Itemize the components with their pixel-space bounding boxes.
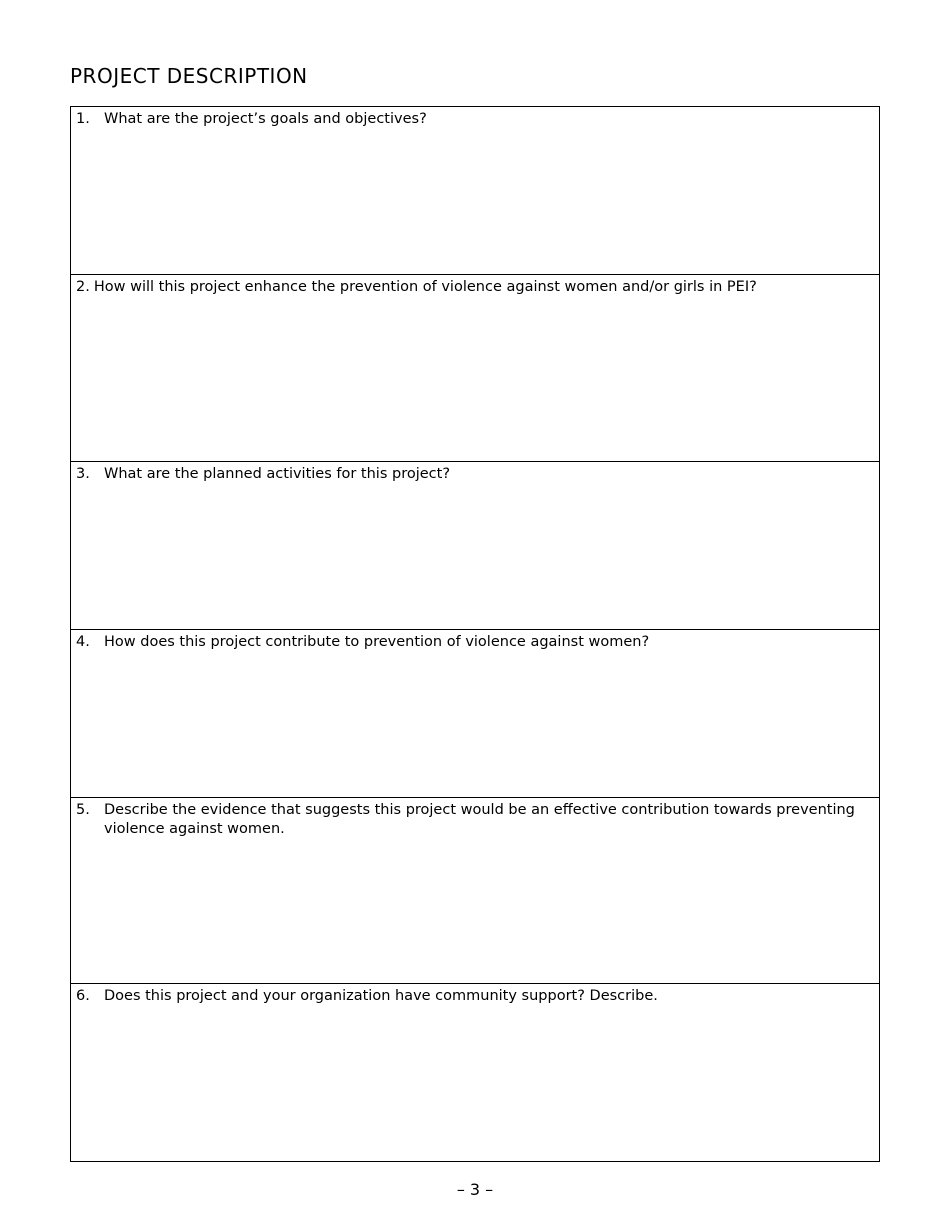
question-3 [76,465,871,484]
question-2-text: How will this project enhance the prevention of violence against women and/or girls in PEI? [93,279,757,295]
question-5 [76,801,871,839]
answer-cell-3[interactable] [71,462,880,630]
question-3-number: 3. [76,466,90,482]
answer-cell-4[interactable] [71,630,880,798]
question-row-4 [71,630,880,798]
question-4-text: How does this project contribute to prevention of violence against women? [104,634,650,650]
question-row-5 [71,798,880,984]
question-1-text: What are the project’s goals and objectives? [104,111,427,127]
answer-cell-6[interactable] [71,984,880,1162]
question-2 [76,278,871,297]
question-5-text: Describe the evidence that suggests this project would be an effective contribution towards preventing violence against women. [104,802,855,837]
question-3-text: What are the planned activities for this project? [104,466,451,482]
question-4-number: 4. [76,634,90,650]
answer-cell-2[interactable] [71,275,880,462]
page-title: PROJECT DESCRIPTION [70,64,308,88]
question-row-2 [71,275,880,462]
question-1 [76,110,871,129]
question-row-3 [71,462,880,630]
question-4 [76,633,871,652]
page-number: – 3 – [456,1180,494,1199]
answer-cell-1[interactable] [71,107,880,275]
question-1-number: 1. [76,111,90,127]
question-6-text: Does this project and your organization have community support? Describe. [104,988,658,1004]
question-2-number: 2. [76,279,90,295]
question-5-number: 5. [76,802,90,818]
question-row-6 [71,984,880,1162]
question-6 [76,987,871,1006]
answer-cell-5[interactable] [71,798,880,984]
project-description-table [70,106,880,1162]
question-6-number: 6. [76,988,90,1004]
question-row-1 [71,107,880,275]
